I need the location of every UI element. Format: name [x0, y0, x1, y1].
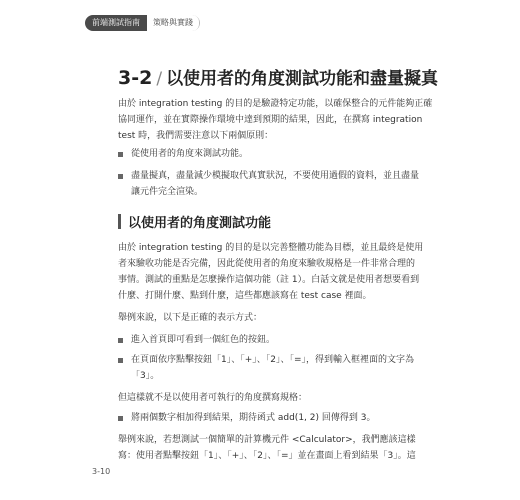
principle-line: 讓元件完全渲染。	[131, 187, 204, 197]
correct-example-item	[118, 352, 418, 384]
chapter-title-badge: 策略與實踐	[147, 15, 200, 31]
closing-line: 舉例來說，若想測試一個簡單的計算機元件 <Calculator>，我們應該這樣	[118, 435, 416, 445]
wrong-example-item	[118, 410, 418, 426]
closing-paragraph	[118, 432, 416, 464]
title-slash: /	[156, 69, 163, 89]
running-header	[85, 15, 200, 31]
section-title-text: 以使用者的角度測試功能和盡量擬真	[166, 69, 439, 89]
wrong-example-line: 將兩個數字相加得到結果，期待函式 add(1, 2) 回傳得到 3。	[131, 413, 376, 423]
heading-bar	[118, 214, 121, 229]
section-title	[118, 64, 438, 89]
bullet-square-icon	[118, 152, 123, 157]
bullet-square-icon	[118, 338, 123, 343]
section-line: 者來驗收功能是否完備，因此從使用者的角度來驗收規格是一件非常合理的	[118, 259, 416, 269]
intro-paragraph	[118, 96, 433, 144]
section-line: 什麼、打開什麼、點到什麼，這些都應該寫在 test case 裡面。	[118, 291, 372, 301]
bullet-square-icon	[118, 358, 123, 363]
wrong-intro	[118, 390, 410, 406]
section-line: 事情。測試的重點是怎麼操作這個功能（註 1）。白話文就是使用者想要看到	[118, 275, 420, 285]
section-line: 由於 integration testing 的目的是以完善整體功能為目標，並且最終是使用	[118, 243, 424, 253]
principle-line: 從使用者的角度來測試功能。	[131, 149, 249, 159]
example-intro-line: 舉例來說，以下是正確的表示方式：	[118, 313, 263, 323]
principle-item	[118, 146, 418, 162]
subsection-heading	[118, 212, 271, 231]
correct-example-line: 「3」。	[131, 371, 160, 381]
subsection-title: 以使用者的角度測試功能	[128, 216, 272, 231]
closing-line: 寫：使用者點擊按鈕「1」、「+」、「2」、「=」並在畫面上看到結果「3」。這	[118, 451, 416, 461]
page-number: 3-10	[92, 467, 111, 476]
intro-line: test 時，我們需要注意以下兩個原則：	[118, 131, 274, 141]
section-number: 3-2	[118, 67, 153, 89]
correct-example-line: 進入首頁即可看到一個紅色的按鈕。	[131, 335, 276, 345]
section-paragraph	[118, 240, 424, 304]
wrong-intro-line: 但這樣就不是以使用者可執行的角度撰寫規格：	[118, 393, 308, 403]
intro-line: 協同運作，並在實際操作環境中達到預期的結果，因此，在撰寫 integration	[118, 115, 423, 125]
book-title-badge: 前端測試指南	[85, 15, 147, 31]
intro-line: 由於 integration testing 的目的是驗證特定功能，以確保整合的元件能夠正確	[118, 99, 433, 109]
correct-example-line: 在頁面依序點擊按鈕「1」、「+」、「2」、「=」，得到輸入框裡面的文字為	[131, 355, 415, 365]
bullet-square-icon	[118, 416, 123, 421]
example-intro	[118, 310, 410, 326]
bullet-square-icon	[118, 174, 123, 179]
correct-example-item	[118, 332, 418, 348]
principle-item	[118, 168, 418, 200]
principle-line: 盡量擬真，盡量減少模擬取代真實狀況，不要使用過假的資料，並且盡量	[131, 171, 420, 181]
